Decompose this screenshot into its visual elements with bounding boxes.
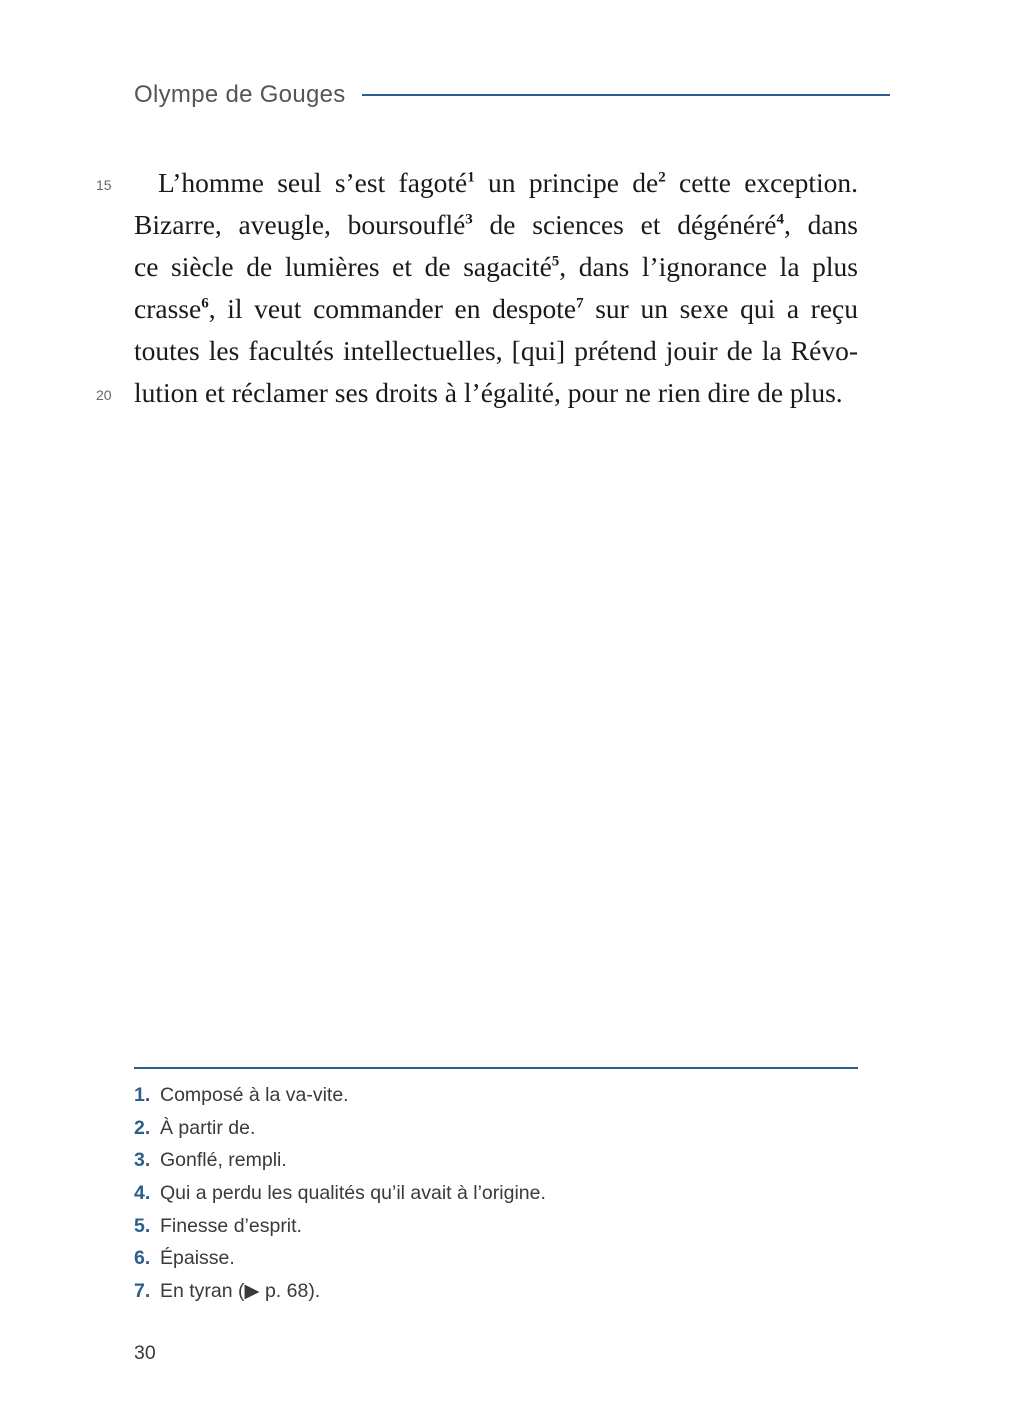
footnote-ref-7: 7 [576,295,584,312]
footnote-ref-6: 6 [201,295,209,312]
text-line-2: Bizarre, aveugle, boursouflé$^3$ de sciences et dégénéré$^4$, dans [134,209,858,240]
footnote-item [134,1242,858,1275]
footnote-number: 7. [134,1280,151,1303]
footnote-ref-4: 4 [776,211,784,228]
footnote-text: Épaisse. [160,1247,235,1270]
line-number-15: 15 [96,177,112,193]
running-title: Olympe de Gouges [134,81,346,108]
running-header [134,78,890,112]
footnotes-list [134,1079,858,1308]
footnote-item [134,1210,858,1243]
footnote-number: 6. [134,1247,151,1270]
text-line-3: ce siècle de lumières et de sagacité$^5$, dans l’ignorance la plus [134,251,858,282]
text-line-1: 15 L’homme seul s’est fagoté$^1$ un principe $de^2$ cette exception. [134,162,858,204]
footnote-item [134,1112,858,1145]
body-text [96,162,858,414]
footnote-ref-2: 2 [658,169,666,186]
page-number: 30 [134,1342,156,1364]
footnote-rule [134,1067,858,1069]
text-line-5: toutes les facultés intellectuelles, [qui] prétend jouir de la Révo- [134,335,858,366]
footnote-item [134,1275,858,1308]
footnote-text: Qui a perdu les qualités qu’il avait à l’origine. [160,1182,546,1205]
header-rule [362,94,890,96]
footnote-text: En tyran (▶ p. 68). [160,1280,321,1303]
footnote-item [134,1177,858,1210]
text-line-4: crasse$^6$, il veut commander en despote$^7$ sur un sexe qui a reçu [134,293,858,324]
footnote-item [134,1144,858,1177]
footnote-text: Finesse d’esprit. [160,1214,302,1237]
footnote-number: 2. [134,1116,151,1139]
footnote-ref-5: 5 [551,253,560,270]
footnote-number: 1. [134,1084,151,1106]
footnote-ref-1: 1 [467,169,475,186]
text-line-6: 20 lution et réclamer ses droits à l’égalité, pour ne rien dire de plus. [134,372,858,414]
line-number-20: 20 [96,387,112,403]
footnote-item [134,1079,858,1112]
footnote-number: 5. [134,1214,151,1237]
footnote-text: Gonflé, rempli. [160,1149,287,1172]
footnote-number: 4. [134,1182,151,1205]
footnote-text: À partir de. [160,1116,256,1139]
footnote-number: 3. [134,1149,151,1172]
footnote-ref-3: 3 [465,211,473,228]
footnote-text: Composé à la va-vite. [160,1084,349,1106]
